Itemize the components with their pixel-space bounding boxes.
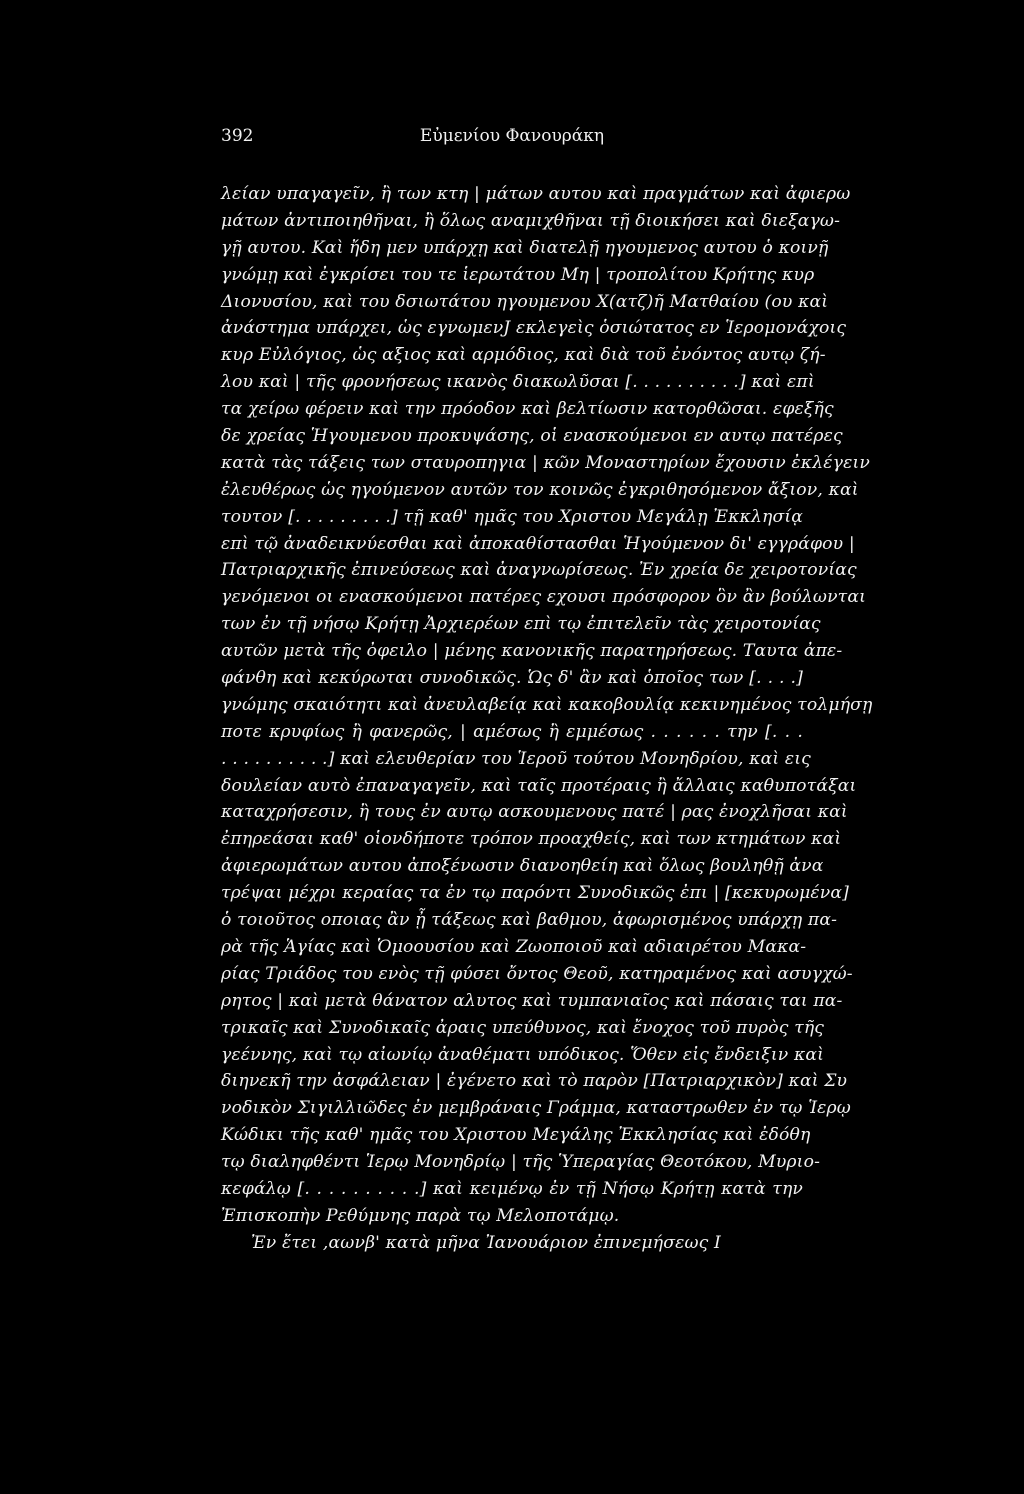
text-line: φάνθη καὶ κεκύρωται συνοδικῶς. Ὡς δ' ἂν καὶ ὁποῖος των [. . . .] [221,668,803,689]
text-line: κυρ Εὐλόγιος, ὡς αξιος καὶ αρμόδιος, καὶ διὰ τοῦ ἐνόντος αυτῳ ζή- [221,345,826,366]
text-line: γνώμης σκαιότητι καὶ ἀνευλαβείᾳ καὶ κακοβουλίᾳ κεκινημένος τολμήσῃ [221,694,873,715]
text-line: κατὰ τὰς τάξεις των σταυροπηγια | κῶν Μοναστηρίων ἔχουσιν ἐκλέγειν [221,452,870,473]
text-line: γῇ αυτου. Καὶ ἤδη μεν υπάρχῃ καὶ διατελῇ ηγουμενος αυτου ὁ κοινῇ [221,237,829,258]
text-line: τρικαῖς καὶ Συνοδικαῖς ἀραις υπεύθυνος, καὶ ἔνοχος τοῦ πυρὸς τῆς [221,1017,825,1038]
text-line: ἀφιερωμάτων αυτου ἀποξένωσιν διανοηθείη καὶ ὅλως βουληθῇ ἀνα [221,856,824,877]
text-line: γνώμῃ καὶ ἐγκρίσει του τε ἱερωτάτου Μη | τροπολίτου Κρήτης κυρ [221,264,815,285]
text-line: των ἐν τῇ νήσῳ Κρήτῃ Ἀρχιερέων επὶ τῳ ἐπιτελεῖν τὰς χειροτονίας [221,614,821,635]
text-line: Ἐν ἔτει ,αωνβ' κατὰ μῆνα Ἰανουάριον ἐπινεμήσεως Ι [251,1232,721,1253]
body-text [221,181,873,1257]
text-line: ἐπηρεάσαι καθ' οἱονδήποτε τρόπον προαχθείς, καὶ των κτημάτων καὶ [221,829,842,850]
text-line: λου καὶ | τῆς φρονήσεως ικανὸς διακωλῦσαι [. . . . . . . . . .] καὶ επὶ [221,372,815,393]
text-line: δε χρείας Ἡγουμενου προκυψάσης, οἱ ενασκούμενοι εν αυτῳ πατέρες [221,426,843,447]
text-line: διηνεκῆ την ἀσφάλειαν | ἐγένετο καὶ τὸ παρὸν [Πατριαρχικὸν] καὶ Συ [221,1071,848,1092]
running-title: Εὐμενίου Φανουράκη [419,126,605,146]
text-line: επὶ τῷ ἀναδεικνύεσθαι καὶ ἀποκαθίστασθαι Ἡγούμενον δι' εγγράφου | [221,533,855,554]
text-line: γεέννης, καὶ τῳ αἰωνίῳ ἀναθέματι υπόδικος. Ὅθεν εἰς ἔνδειξιν καὶ [221,1044,825,1065]
text-line: ρὰ τῆς Ἁγίας καὶ Ὁμοουσίου καὶ Ζωοποιοῦ καὶ αδιαιρέτου Μακα- [221,936,807,957]
text-line: νοδικὸν Σιγιλλιῶδες ἐν μεμβράναις Γράμμα, καταστρωθεν ἐν τῳ Ἱερῳ [221,1098,851,1119]
text-line: δουλείαν αυτὸ ἐπαναγαγεῖν, καὶ ταῖς προτέραις ἢ ἄλλαις καθυποτάξαι [221,775,857,796]
text-line: . . . . . . . . . .] καὶ ελευθερίαν του Ἱεροῦ τούτου Μονηδρίου, καὶ εις [221,748,811,769]
text-line: ἐλευθέρως ὡς ηγούμενον αυτῶν τον κοινῶς ἐγκριθησόμενον ἄξιον, καὶ [221,479,859,500]
text-line: λείαν υπαγαγεῖν, ἢ των κτη | μάτων αυτου καὶ πραγμάτων καὶ ἀφιερω [221,184,851,204]
text-line: τῳ διαληφθέντι Ἱερῳ Μονηδρίῳ | τῆς Ὑπεραγίας Θεοτόκου, Μυριο- [221,1152,821,1173]
text-line: Ἐπισκοπὴν Ρεθύμνης παρὰ τῳ Μελοποτάμῳ. [221,1205,620,1226]
text-line: γενόμενοι οι ενασκούμενοι πατέρες εχουσι πρόσφορον ὃν ἂν βούλωνται [221,587,866,608]
text-line: ἀνάστημα υπάρχει, ὡς εγνωμενJ εκλεγεὶς ὁσιώτατος εν Ἱερομονάχοις [221,318,847,339]
text-line: Πατριαρχικῆς ἐπινεύσεως καὶ ἀναγνωρίσεως. Ἐν χρεία δε χειροτονίας [221,560,857,581]
text-line: Κώδικι τῆς καθ' ημᾶς του Χριστου Μεγάλης Ἐκκλησίας καὶ ἐδόθη [221,1125,811,1146]
text-line: καταχρήσεσιν, ἢ τους ἐν αυτῳ ασκουμενους πατέ | ρας ἐνοχλῆσαι καὶ [221,802,848,823]
text-line: τα χείρω φέρειν καὶ την πρόοδον καὶ βελτίωσιν κατορθῶσαι. εφεξῆς [221,399,834,420]
page-header [221,126,803,152]
text-line: αυτῶν μετὰ τῆς ὀφειλο | μένης κανονικῆς παρατηρήσεως. Ταυτα ἀπε- [221,641,843,662]
text-line: μάτων ἀντιποιηθῆναι, ἢ ὅλως αναμιχθῆναι τῇ διοικήσει καὶ διεξαγω- [221,210,841,231]
page-number: 392 [221,126,254,146]
text-line: ρητος | καὶ μετὰ θάνατον αλυτος καὶ τυμπανιαῖος καὶ πάσαις ται πα- [221,990,843,1011]
text-line: Διονυσίου, καὶ του δσιωτάτου ηγουμενου Χ(ατζ)ῆ Ματθαίου (ου καὶ [221,291,829,312]
text-line: τρέψαι μέχρι κεραίας τα ἐν τῳ παρόντι Συνοδικῶς ἐπι | [κεκυρωμένα] [221,883,850,904]
text-line: κεφάλῳ [. . . . . . . . . .] καὶ κειμένῳ ἐν τῇ Νήσῳ Κρήτῃ κατὰ την [221,1178,803,1199]
text-line: ποτε κρυφίως ἢ φανερῶς, | αμέσως ἢ εμμέσως . . . . . . την [. . . [221,721,803,742]
text-line: ρίας Τριάδος του ενὸς τῇ φύσει ὄντος Θεοῦ, κατηραμένος καὶ ασυγχώ- [221,963,853,984]
text-line: ὁ τοιοῦτος οποιας ἂν ᾖ τάξεως καὶ βαθμου, ἀφωρισμένος υπάρχῃ πα- [221,910,838,931]
text-line: τουτον [. . . . . . . . .] τῇ καθ' ημᾶς του Χριστου Μεγάλῃ Ἐκκλησίᾳ [221,506,803,527]
